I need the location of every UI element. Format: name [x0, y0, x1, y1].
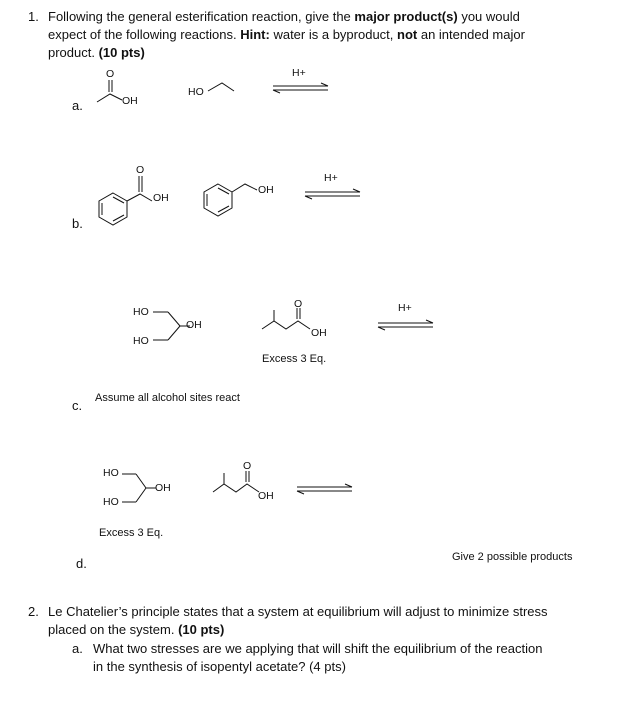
reaction-a-acid — [97, 80, 122, 102]
reaction-b-acid-oh: OH — [153, 192, 169, 204]
reaction-a-letter: a. — [72, 98, 83, 113]
reaction-d-acid-o: O — [243, 460, 252, 472]
reaction-c-triol-ho1: HO — [133, 306, 149, 318]
reaction-d-triol — [122, 474, 156, 502]
q1-number: 1. — [28, 9, 39, 24]
reaction-c-acid-o: O — [294, 298, 303, 310]
q1-line1-c: you would — [457, 9, 520, 24]
reaction-c-acid-oh: OH — [311, 327, 327, 339]
reaction-d-arrow — [297, 484, 352, 494]
reaction-c-catalyst: H+ — [398, 302, 412, 314]
reaction-b-alcohol — [204, 184, 257, 216]
q2-line2 — [48, 621, 224, 639]
q2-number: 2. — [28, 604, 39, 619]
reaction-d-note: Give 2 possible products — [452, 551, 573, 563]
reaction-c-note: Assume all alcohol sites react — [95, 392, 240, 404]
q1-major-products: major product(s) — [354, 9, 458, 24]
q1-hint: Hint: — [240, 27, 270, 42]
reaction-d-triol-ho1: HO — [103, 467, 119, 479]
reaction-c-arrow — [378, 320, 433, 330]
q2a-letter: a. — [72, 641, 83, 656]
q1-not: not — [397, 27, 418, 42]
reaction-a-alcohol — [208, 83, 234, 91]
reaction-b-arrow — [305, 189, 360, 199]
reaction-c-triol-oh: OH — [186, 319, 202, 331]
q1-line3-a: product. — [48, 45, 99, 60]
q1-points: (10 pts) — [98, 45, 145, 60]
reaction-c-triol — [153, 312, 190, 340]
reaction-c-excess: Excess 3 Eq. — [262, 353, 327, 365]
reaction-c-triol-ho2: HO — [133, 335, 149, 347]
reaction-a-acid-oh: OH — [122, 95, 138, 107]
q1-line2-a: expect of the following reactions. — [48, 27, 241, 42]
q1-line2-c: water is a byproduct, — [269, 27, 398, 42]
reaction-d-acid — [213, 471, 259, 492]
q1-line1-a: Following the general esterification reaction, give the — [48, 9, 355, 24]
reaction-d-triol-ho2: HO — [103, 496, 119, 508]
reaction-a-acid-o: O — [106, 68, 115, 80]
reaction-d-acid-oh: OH — [258, 490, 274, 502]
reaction-a-arrow — [273, 83, 328, 93]
reaction-b-catalyst: H+ — [324, 172, 338, 184]
reaction-c-letter: c. — [72, 398, 83, 413]
q1-line2-e: an intended major — [417, 27, 525, 42]
reaction-b-letter: b. — [72, 216, 83, 231]
q2a-line1: What two stresses are we applying that will shift the equilibrium of the reaction — [93, 641, 543, 656]
reaction-d-letter: d. — [76, 556, 87, 571]
q2-line2-a: placed on the system. — [48, 622, 179, 637]
reaction-b-alcohol-oh: OH — [258, 184, 274, 196]
q2-points: (10 pts) — [178, 622, 225, 637]
q2a-line2: in the synthesis of isopentyl acetate? (4 pts) — [93, 659, 346, 674]
reaction-d-excess: Excess 3 Eq. — [99, 527, 164, 539]
reaction-a-alcohol-ho: HO — [188, 86, 204, 98]
reaction-b-acid-o: O — [136, 164, 145, 176]
reaction-d-triol-oh: OH — [155, 482, 171, 494]
q2-line1: Le Chatelier’s principle states that a system at equilibrium will adjust to minimize stress — [48, 604, 548, 619]
reaction-c-acid — [262, 308, 310, 329]
reaction-a-catalyst: H+ — [292, 67, 306, 79]
reaction-b-acid — [99, 176, 152, 225]
